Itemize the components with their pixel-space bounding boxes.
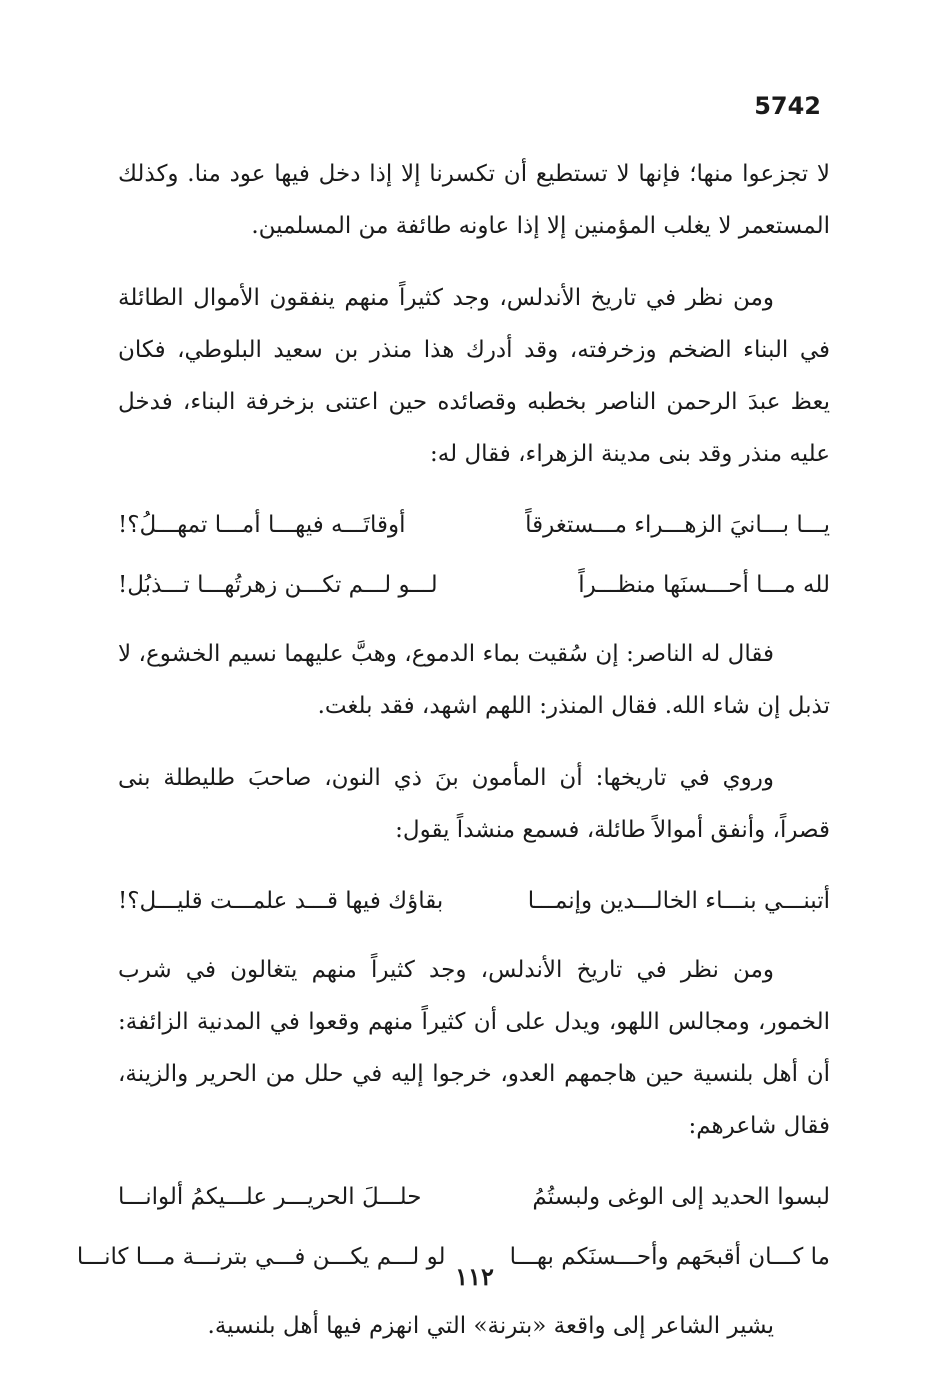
verse-first-hemistich: ما كـــان أقبحَهم وأحـــسنَكم بهـــا bbox=[509, 1244, 830, 1270]
verse-first-hemistich: لبسوا الحديد إلى الوغى ولبستُمُ bbox=[532, 1184, 830, 1210]
paragraph-6-note: يشير الشاعر إلى واقعة «بترنة» التي انهزم فيها أهل بلنسية. bbox=[207, 1313, 774, 1339]
verse-second-hemistich: حلـــلَ الحريـــر علـــيكمُ ألوانـــا bbox=[118, 1184, 422, 1210]
verse-line bbox=[118, 560, 830, 610]
verse-second-hemistich: أوقاتَـــه فيهـــا أمـــا تمهـــلُ؟! bbox=[118, 512, 406, 538]
paragraph-1: لا تجزعوا منها؛ فإنها لا تستطيع أن تكسرنا إلا إذا دخل فيها عود منا. وكذلك المستعمر لا يغلب المؤمنين إلا إذا عاونه طائفة من المسلمين. bbox=[118, 161, 830, 239]
paragraph-3: فقال له الناصر: إن سُقيت بماء الدموع، وهبَّ عليهما نسيم الخشوع، لا تذبل إن شاء الله. فقال المنذر: اللهم اشهد، فقد بلغت. bbox=[118, 641, 830, 719]
verse-second-hemistich: لـــو لـــم تكـــن زهرتُهـــا تـــذبُل! bbox=[118, 572, 438, 598]
poem-mamun bbox=[118, 876, 830, 926]
verse-line bbox=[118, 500, 830, 550]
verse-second-hemistich: بقاؤك فيها قـــد علمـــت قليـــل؟! bbox=[118, 888, 444, 914]
verse-first-hemistich: أتبنـــي بنـــاء الخالـــدين وإنمـــا bbox=[527, 888, 830, 914]
verse-second-hemistich: لو لـــم يكـــن فـــي بترنـــة مـــا كانـــا bbox=[76, 1244, 446, 1270]
verse-first-hemistich: يـــا بـــانيَ الزهـــراء مـــستغرقاً bbox=[525, 512, 830, 538]
verse-line bbox=[118, 1172, 830, 1222]
page-number: ١١٢ bbox=[455, 1262, 494, 1291]
verse-line bbox=[118, 876, 830, 926]
document-number: 5742 bbox=[754, 92, 821, 120]
paragraph-4: وروي في تاريخها: أن المأمون بنَ ذي النون، صاحبَ طليطلة بنى قصراً، وأنفق أموالاً طائلة، فسمع منشداً يقول: bbox=[118, 765, 830, 843]
poem-zahra bbox=[118, 500, 830, 610]
paragraph-5: ومن نظر في تاريخ الأندلس، وجد كثيراً منهم يتغالون في شرب الخمور، ومجالس اللهو، ويدل على أن كثيراً منهم وقعوا في المدنية الزائفة: أن أهل بلنسية حين هاجمهم العدو، خرجوا إليه في حلل من الحرير والزينة، فقال شاعرهم: bbox=[118, 957, 830, 1139]
page-body bbox=[76, 148, 830, 1352]
verse-first-hemistich: لله مـــا أحـــسنَها منظـــراً bbox=[578, 572, 830, 598]
paragraph-2: ومن نظر في تاريخ الأندلس، وجد كثيراً منهم ينفقون الأموال الطائلة في البناء الضخم وزخرفته، وقد أدرك هذا منذر بن سعيد البلوطي، فكان يعظ عبدَ الرحمن الناصر بخطبه وقصائده حين اعتنى بزخرفة البناء، فدخل عليه منذر وقد بنى مدينة الزهراء، فقال له: bbox=[118, 285, 830, 467]
